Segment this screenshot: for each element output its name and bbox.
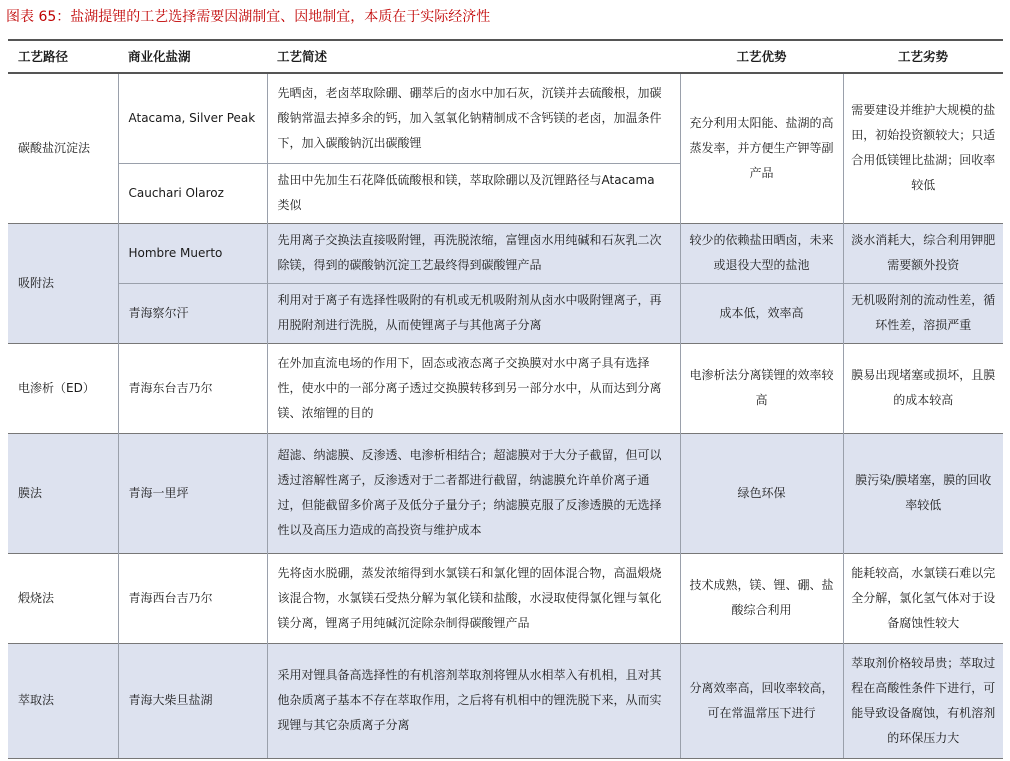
lake-cell: Atacama, Silver Peak [118,73,267,163]
desc-cell: 先晒卤，老卤萃取除硼、硼萃后的卤水中加石灰，沉镁并去硫酸根，加碳酸钠常温去掉多余的钙，加入氢氧化钠精制成不含钙镁的老卤，加温条件下，加入碳酸钠沉出碳酸锂 [267,73,680,163]
figure-title: 图表 65：盐湖提锂的工艺选择需要因湖制宜、因地制宜，本质在于实际经济性 [6,9,491,25]
route-cell: 吸附法 [8,223,118,343]
table-row [8,553,1003,643]
route-cell: 电渗析（ED） [8,343,118,433]
adv-cell: 充分利用太阳能、盐湖的高蒸发率，并方便生产钾等副产品 [680,73,843,223]
header-dis: 工艺劣势 [843,40,1003,73]
lake-cell: 青海西台吉乃尔 [118,553,267,643]
lake-cell: 青海一里坪 [118,433,267,553]
table-row [8,643,1003,758]
lake-cell: 青海大柴旦盐湖 [118,643,267,758]
adv-cell: 较少的依赖盐田晒卤，未来或退役大型的盐池 [680,223,843,283]
adv-cell: 绿色环保 [680,433,843,553]
adv-cell: 技术成熟，镁、锂、硼、盐酸综合利用 [680,553,843,643]
table-header-row [8,40,1003,73]
desc-cell: 先将卤水脱硼，蒸发浓缩得到水氯镁石和氯化锂的固体混合物，高温煅烧该混合物，水氯镁石受热分解为氧化镁和盐酸，水浸取使得氯化锂与氧化镁分离，锂离子用纯碱沉淀除杂制得碳酸锂产品 [267,553,680,643]
desc-cell: 在外加直流电场的作用下，固态或液态离子交换膜对水中离子具有选择性，使水中的一部分离子透过交换膜转移到另一部分水中，从而达到分离镁、浓缩锂的目的 [267,343,680,433]
route-cell: 煅烧法 [8,553,118,643]
dis-cell: 无机吸附剂的流动性差，循环性差，溶损严重 [843,283,1003,343]
lake-cell: Hombre Muerto [118,223,267,283]
desc-cell: 超滤、纳滤膜、反渗透、电渗析相结合；超滤膜对于大分子截留，但可以透过溶解性离子，反渗透对于二者都进行截留，纳滤膜允许单价离子通过，但能截留多价离子及低分子量分子；纳滤膜克服了反渗透膜的无选择性以及高压力造成的高投资与维护成本 [267,433,680,553]
dis-cell: 萃取剂价格较昂贵；萃取过程在高酸性条件下进行，可能导致设备腐蚀，有机溶剂的环保压力大 [843,643,1003,758]
header-adv: 工艺优势 [680,40,843,73]
desc-cell: 利用对于离子有选择性吸附的有机或无机吸附剂从卤水中吸附锂离子，再用脱附剂进行洗脱，从而使锂离子与其他离子分离 [267,283,680,343]
adv-cell: 电渗析法分离镁锂的效率较高 [680,343,843,433]
dis-cell: 需要建设并维护大规模的盐田，初始投资额较大；只适合用低镁锂比盐湖；回收率较低 [843,73,1003,223]
table-row [8,283,1003,343]
route-cell: 碳酸盐沉淀法 [8,73,118,223]
adv-cell: 分离效率高，回收率较高，可在常温常压下进行 [680,643,843,758]
header-desc: 工艺简述 [267,40,680,73]
desc-cell: 采用对锂具备高选择性的有机溶剂萃取剂将锂从水相萃入有机相，且对其他杂质离子基本不存在萃取作用，之后将有机相中的锂洗脱下来，从而实现锂与其它杂质离子分离 [267,643,680,758]
header-route: 工艺路径 [8,40,118,73]
desc-cell: 盐田中先加生石花降低硫酸根和镁，萃取除硼以及沉锂路径与Atacama 类似 [267,163,680,223]
table-row [8,433,1003,553]
table-row [8,223,1003,283]
route-cell: 膜法 [8,433,118,553]
desc-cell: 先用离子交换法直接吸附锂，再洗脱浓缩，富锂卤水用纯碱和石灰乳二次除镁，得到的碳酸钠沉淀工艺最终得到碳酸锂产品 [267,223,680,283]
dis-cell: 膜污染/膜堵塞，膜的回收率较低 [843,433,1003,553]
process-comparison-table [8,39,1003,759]
header-lake: 商业化盐湖 [118,40,267,73]
lake-cell: 青海东台吉乃尔 [118,343,267,433]
table-row [8,343,1003,433]
lake-cell: 青海察尔汗 [118,283,267,343]
dis-cell: 能耗较高，水氯镁石难以完全分解，氯化氢气体对于设备腐蚀性较大 [843,553,1003,643]
route-cell: 萃取法 [8,643,118,758]
dis-cell: 淡水消耗大，综合利用钾肥需要额外投资 [843,223,1003,283]
table-row [8,73,1003,163]
dis-cell: 膜易出现堵塞或损坏，且膜的成本较高 [843,343,1003,433]
lake-cell: Cauchari Olaroz [118,163,267,223]
adv-cell: 成本低，效率高 [680,283,843,343]
